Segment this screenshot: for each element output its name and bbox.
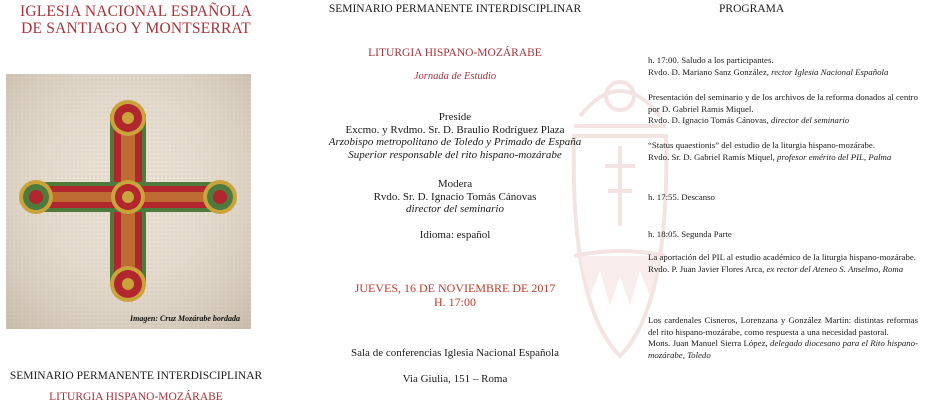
modera-name: Rvdo. Sr. D. Ignacio Tomás Cánovas [373,190,537,203]
middle-liturgy-title: LITURGIA HISPANO-MOZÁRABE [368,47,542,59]
event-time: H. 17:00 [434,295,476,309]
program-item-2-role: director del seminario [770,115,850,126]
church-title-line1: IGLESIA NACIONAL ESPAÑOLA [19,3,253,20]
address-label: Via Giulia, 151 – Roma [402,373,508,385]
program-item-1-role: rector Iglesia Nacional Española [771,66,889,77]
modera-label: Modera [437,178,473,190]
left-liturgy-label: LITURGIA HISPANO-MOZÁRABE [49,391,223,403]
left-seminar-label: SEMINARIO PERMANENTE INTERDISCIPLINAR [9,370,263,382]
mozarabic-cross-image [6,74,251,329]
modera-block [295,178,615,216]
preside-role-2: Superior responsable del rito hispano-mozárabe [348,148,562,161]
preside-role-1: Arzobispo metropolitano de Toledo y Primado de España [328,136,582,148]
program-item-3 [648,140,918,163]
venue-label: Sala de conferencias Iglesia Nacional Española [351,347,559,359]
program-item-5-speaker: Mons. Juan Manuel Sierra López, [648,338,768,349]
program-item-2-text: Presentación del seminario y de los archivos de la reforma donados al centro por D. Gabriel Ramis Miquel. [648,92,918,114]
program-item-5-text: Los cardenales Cisneros, Lorenzana y González Martín: distintas reformas del rito hispano-mozárabe, como respuesta a una necesidad pastoral. [648,315,918,337]
program-item-4-text: La aportación del PIL al estudio académico de la liturgia hispano-mozárabe. [648,252,916,262]
programa-header: PROGRAMA [719,3,785,15]
program-item-2-speaker: Rvdo. D. Ignacio Tomás Cánovas, [648,115,769,126]
program-item-3-role: profesor emérito del PIL, Palma [777,151,892,162]
preside-label: Preside [438,111,472,123]
program-item-4-role: ex rector del Ateneo S. Anselmo, Roma [766,263,904,274]
modera-role: director del seminario [406,203,504,215]
program-second-part: h. 18:05. Segunda Parte [648,229,732,239]
program-item-5 [648,315,918,361]
program-item-3-speaker: Rvdo. Sr. D. Gabriel Ramis Miquel, [648,151,775,162]
program-break: h. 17:55. Descanso [648,192,715,202]
idioma-label: Idioma: español [419,229,491,241]
embroidered-cross-icon [6,74,251,329]
jornada-label: Jornada de Estudio [413,71,497,82]
program-item-4-speaker: Rvdo. P. Juan Javier Flores Arca, [648,263,765,274]
middle-seminar-header: SEMINARIO PERMANENTE INTERDISCIPLINAR [328,3,582,15]
preside-block [295,111,615,161]
program-item-4 [648,252,918,275]
program-item-3-text: “Status quaestionis” del estudio de la liturgia hispano-mozárabe. [648,140,876,150]
program-item-1-speaker: Rvdo. D. Mariano Sanz González, [648,66,769,77]
event-date: JUEVES, 16 DE NOVIEMBRE DE 2017 [354,281,556,295]
church-title-line2: DE SANTIAGO Y MONTSERRAT [21,20,251,37]
program-item-2 [648,92,918,127]
church-title [0,3,272,37]
event-date-block [295,281,615,309]
image-caption: Imagen: Cruz Mozárabe bordada [130,314,241,323]
program-item-1 [648,55,918,78]
preside-name: Excmo. y Rvdmo. Sr. D. Braulio Rodríguez Plaza [345,123,565,136]
program-item-5-role: delegado diocesano para el Rito hispano-mozárabe, Toledo [648,338,918,360]
program-item-1-text: h. 17:00. Saludo a los participantes. [648,55,774,65]
